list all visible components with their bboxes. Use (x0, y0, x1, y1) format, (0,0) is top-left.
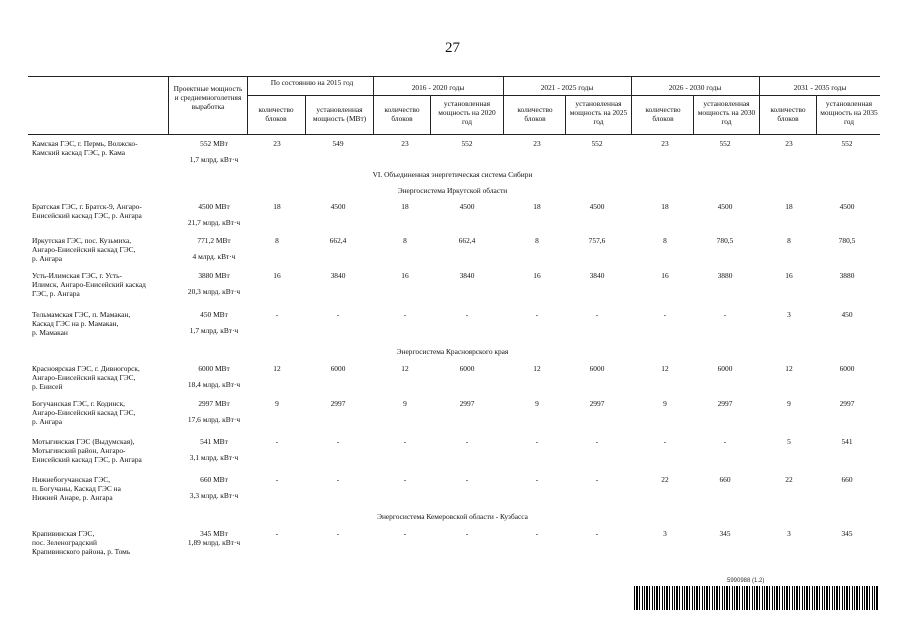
installed-capacity-cell: - (336, 310, 340, 319)
units-count-cell: - (403, 529, 407, 538)
units-count-cell: - (535, 529, 539, 538)
plant-name: Мотыгинская ГЭС (Выдумская), Мотыгинский район, Ангаро- Енисейский каскад ГЭС, р. Ангара (32, 437, 142, 464)
installed-capacity-cell: - (465, 475, 469, 484)
annual-generation: 1,7 млрд. кВт·ч (189, 326, 239, 335)
header-units: количество блоков (645, 105, 681, 123)
installed-capacity-cell: - (595, 529, 599, 538)
header-capacity: установленная мощность (МВт) (312, 105, 367, 123)
installed-capacity-cell: - (465, 529, 469, 538)
installed-capacity-cell: 549 (332, 139, 344, 148)
page-number: 27 (445, 40, 460, 56)
units-count-cell: - (535, 475, 539, 484)
installed-capacity-cell: 345 (719, 529, 731, 538)
barcode (634, 586, 878, 610)
installed-capacity-cell: - (465, 310, 469, 319)
installed-capacity-cell: 660 (719, 475, 731, 484)
units-count-cell: 22 (785, 475, 793, 484)
installed-capacity-cell: 4500 (459, 202, 475, 211)
header-project: Проектные мощность и среднемноголетняя выработка (173, 84, 243, 111)
plant-name: Камская ГЭС, г. Пермь, Волжско- Камский каскад ГЭС, р. Кама (32, 139, 138, 157)
installed-capacity-cell: 4500 (589, 202, 605, 211)
installed-capacity-cell: - (595, 310, 599, 319)
units-count-cell: 16 (661, 271, 669, 280)
design-capacity: 3880 МВт (198, 271, 230, 280)
annual-generation: 3,3 млрд. кВт·ч (189, 491, 239, 500)
units-count-cell: - (275, 475, 279, 484)
units-count-cell: 5 (787, 437, 791, 446)
units-count-cell: 18 (273, 202, 281, 211)
installed-capacity-cell: 3840 (589, 271, 605, 280)
design-capacity: 552 МВт (200, 139, 228, 148)
units-count-cell: 18 (401, 202, 409, 211)
installed-capacity-cell: 345 (841, 529, 853, 538)
installed-capacity-cell: - (723, 437, 727, 446)
units-count-cell: 8 (275, 236, 279, 245)
annual-generation: 1,7 млрд. кВт·ч (189, 155, 239, 164)
units-count-cell: 8 (535, 236, 539, 245)
installed-capacity-cell: 3840 (459, 271, 475, 280)
installed-capacity-cell: 552 (461, 139, 473, 148)
installed-capacity-cell: 662,4 (458, 236, 476, 245)
plant-name: Нижнебогучанская ГЭС, п. Богучаны, Каскад ГЭС на Нижней Анаре, р. Ангара (32, 475, 121, 502)
installed-capacity-cell: - (336, 437, 340, 446)
units-count-cell: 8 (663, 236, 667, 245)
installed-capacity-cell: 757,6 (588, 236, 606, 245)
installed-capacity-cell: 4500 (839, 202, 855, 211)
header-group-2025: 2021 - 2025 годы (540, 83, 594, 92)
installed-capacity-cell: 2997 (330, 399, 346, 408)
section-heading: Энергосистема Иркутской области (397, 186, 508, 195)
installed-capacity-cell: 3880 (717, 271, 733, 280)
header-capacity: установленная мощность на 2035 год (820, 99, 878, 126)
units-count-cell: 18 (785, 202, 793, 211)
section-heading: Энергосистема Красноярского края (396, 347, 509, 356)
units-count-cell: 16 (273, 271, 281, 280)
header-capacity: установленная мощность на 2030 год (697, 99, 756, 126)
units-count-cell: 16 (533, 271, 541, 280)
installed-capacity-cell: 6000 (839, 364, 855, 373)
units-count-cell: - (535, 437, 539, 446)
annual-generation: 4 млрд. кВт·ч (192, 252, 236, 261)
installed-capacity-cell: 552 (841, 139, 853, 148)
units-count-cell: 12 (533, 364, 541, 373)
installed-capacity-cell: 6000 (717, 364, 733, 373)
units-count-cell: 23 (661, 139, 669, 148)
header-units: количество блоков (384, 105, 420, 123)
units-count-cell: 12 (401, 364, 409, 373)
installed-capacity-cell: 2997 (589, 399, 605, 408)
header-capacity: установленная мощность на 2025 год (569, 99, 628, 126)
units-count-cell: 22 (661, 475, 669, 484)
plant-name: Братская ГЭС, г. Братск-9, Ангаро- Енисейский каскад ГЭС, р. Ангара (32, 202, 142, 220)
installed-capacity-cell: - (465, 437, 469, 446)
units-count-cell: - (663, 310, 667, 319)
installed-capacity-cell: - (595, 475, 599, 484)
annual-generation: 1,89 млрд. кВт·ч (187, 538, 241, 547)
plant-name: Богучанская ГЭС, г. Кодинск, Ангаро-Енисейский каскад ГЭС, р. Ангара (32, 399, 136, 426)
design-capacity: 4500 МВт (198, 202, 230, 211)
units-count-cell: - (403, 310, 407, 319)
plant-name: Иркутская ГЭС, пос. Кузьмиха, Ангаро-Енисейский каскад ГЭС, р. Ангара (32, 236, 136, 263)
annual-generation: 21,7 млрд. кВт·ч (187, 218, 241, 227)
design-capacity: 450 МВт (200, 310, 228, 319)
design-capacity: 345 МВт (200, 529, 228, 538)
units-count-cell: 3 (787, 310, 791, 319)
installed-capacity-cell: 6000 (589, 364, 605, 373)
annual-generation: 3,1 млрд. кВт·ч (189, 453, 239, 462)
header-group-2020: 2016 - 2020 годы (411, 83, 465, 92)
plant-name: Тельмамская ГЭС, п. Мамакан, Каскад ГЭС на р. Мамакан, р. Мамакан (32, 310, 131, 337)
design-capacity: 6000 МВт (198, 364, 230, 373)
units-count-cell: 18 (661, 202, 669, 211)
installed-capacity-cell: - (595, 437, 599, 446)
annual-generation: 17,6 млрд. кВт·ч (187, 415, 241, 424)
installed-capacity-cell: 552 (591, 139, 603, 148)
plant-name: Крапивинская ГЭС, пос. Зеленоградский Крапивинского района, р. Томь (32, 529, 131, 556)
installed-capacity-cell: 450 (841, 310, 853, 319)
design-capacity: 660 МВт (200, 475, 228, 484)
units-count-cell: 9 (663, 399, 667, 408)
header-group-2035: 2031 - 2035 годы (793, 83, 847, 92)
installed-capacity-cell: 3880 (839, 271, 855, 280)
units-count-cell: 12 (273, 364, 281, 373)
installed-capacity-cell: 4500 (717, 202, 733, 211)
installed-capacity-cell: 2997 (717, 399, 733, 408)
units-count-cell: 16 (785, 271, 793, 280)
design-capacity: 541 МВт (200, 437, 228, 446)
header-units: количество блоков (770, 105, 806, 123)
units-count-cell: 18 (533, 202, 541, 211)
section-heading: VI. Объединенная энергетическая система Сибири (372, 170, 533, 179)
units-count-cell: 9 (787, 399, 791, 408)
installed-capacity-cell: 780,5 (838, 236, 856, 245)
header-group-2015: По состоянию на 2015 год (270, 78, 354, 87)
units-count-cell: 23 (273, 139, 281, 148)
installed-capacity-cell: - (336, 475, 340, 484)
units-count-cell: 12 (661, 364, 669, 373)
units-count-cell: - (403, 437, 407, 446)
units-count-cell: - (663, 437, 667, 446)
header-units: количество блоков (258, 105, 294, 123)
units-count-cell: - (275, 310, 279, 319)
units-count-cell: 23 (533, 139, 541, 148)
installed-capacity-cell: 552 (719, 139, 731, 148)
design-capacity: 2997 МВт (198, 399, 230, 408)
section-heading: Энергосистема Кемеровской области - Кузбасса (377, 512, 528, 521)
plant-name: Красноярская ГЭС, г. Дивногорск, Ангаро-Енисейский каскад ГЭС, р. Енисей (32, 364, 140, 391)
annual-generation: 20,3 млрд. кВт·ч (187, 287, 241, 296)
units-count-cell: 23 (785, 139, 793, 148)
units-count-cell: 8 (787, 236, 791, 245)
installed-capacity-cell: - (723, 310, 727, 319)
header-capacity: установленная мощность на 2020 год (438, 99, 496, 126)
units-count-cell: - (275, 529, 279, 538)
units-count-cell: 23 (401, 139, 409, 148)
units-count-cell: 12 (785, 364, 793, 373)
header-units: количество блоков (517, 105, 553, 123)
installed-capacity-cell: 660 (841, 475, 853, 484)
units-count-cell: 9 (275, 399, 279, 408)
installed-capacity-cell: 662,4 (329, 236, 347, 245)
units-count-cell: - (535, 310, 539, 319)
units-count-cell: 16 (401, 271, 409, 280)
design-capacity: 771,2 МВт (197, 236, 231, 245)
installed-capacity-cell: 4500 (330, 202, 346, 211)
installed-capacity-cell: 2997 (459, 399, 475, 408)
installed-capacity-cell: 6000 (330, 364, 346, 373)
header-group-2030: 2026 - 2030 годы (668, 83, 722, 92)
installed-capacity-cell: - (336, 529, 340, 538)
installed-capacity-cell: 541 (841, 437, 853, 446)
barcode-label: 5990988 (1.2) (727, 578, 765, 584)
units-count-cell: - (275, 437, 279, 446)
units-count-cell: 9 (403, 399, 407, 408)
plant-name: Усть-Илимская ГЭС, г. Усть- Илимск, Ангаро-Енисейский каскад ГЭС, р. Ангара (32, 271, 146, 298)
units-count-cell: 9 (535, 399, 539, 408)
annual-generation: 18,4 млрд. кВт·ч (187, 380, 241, 389)
installed-capacity-cell: 3840 (330, 271, 346, 280)
installed-capacity-cell: 2997 (839, 399, 855, 408)
units-count-cell: 3 (787, 529, 791, 538)
units-count-cell: 8 (403, 236, 407, 245)
installed-capacity-cell: 780,5 (716, 236, 734, 245)
units-count-cell: - (403, 475, 407, 484)
units-count-cell: 3 (663, 529, 667, 538)
installed-capacity-cell: 6000 (459, 364, 475, 373)
